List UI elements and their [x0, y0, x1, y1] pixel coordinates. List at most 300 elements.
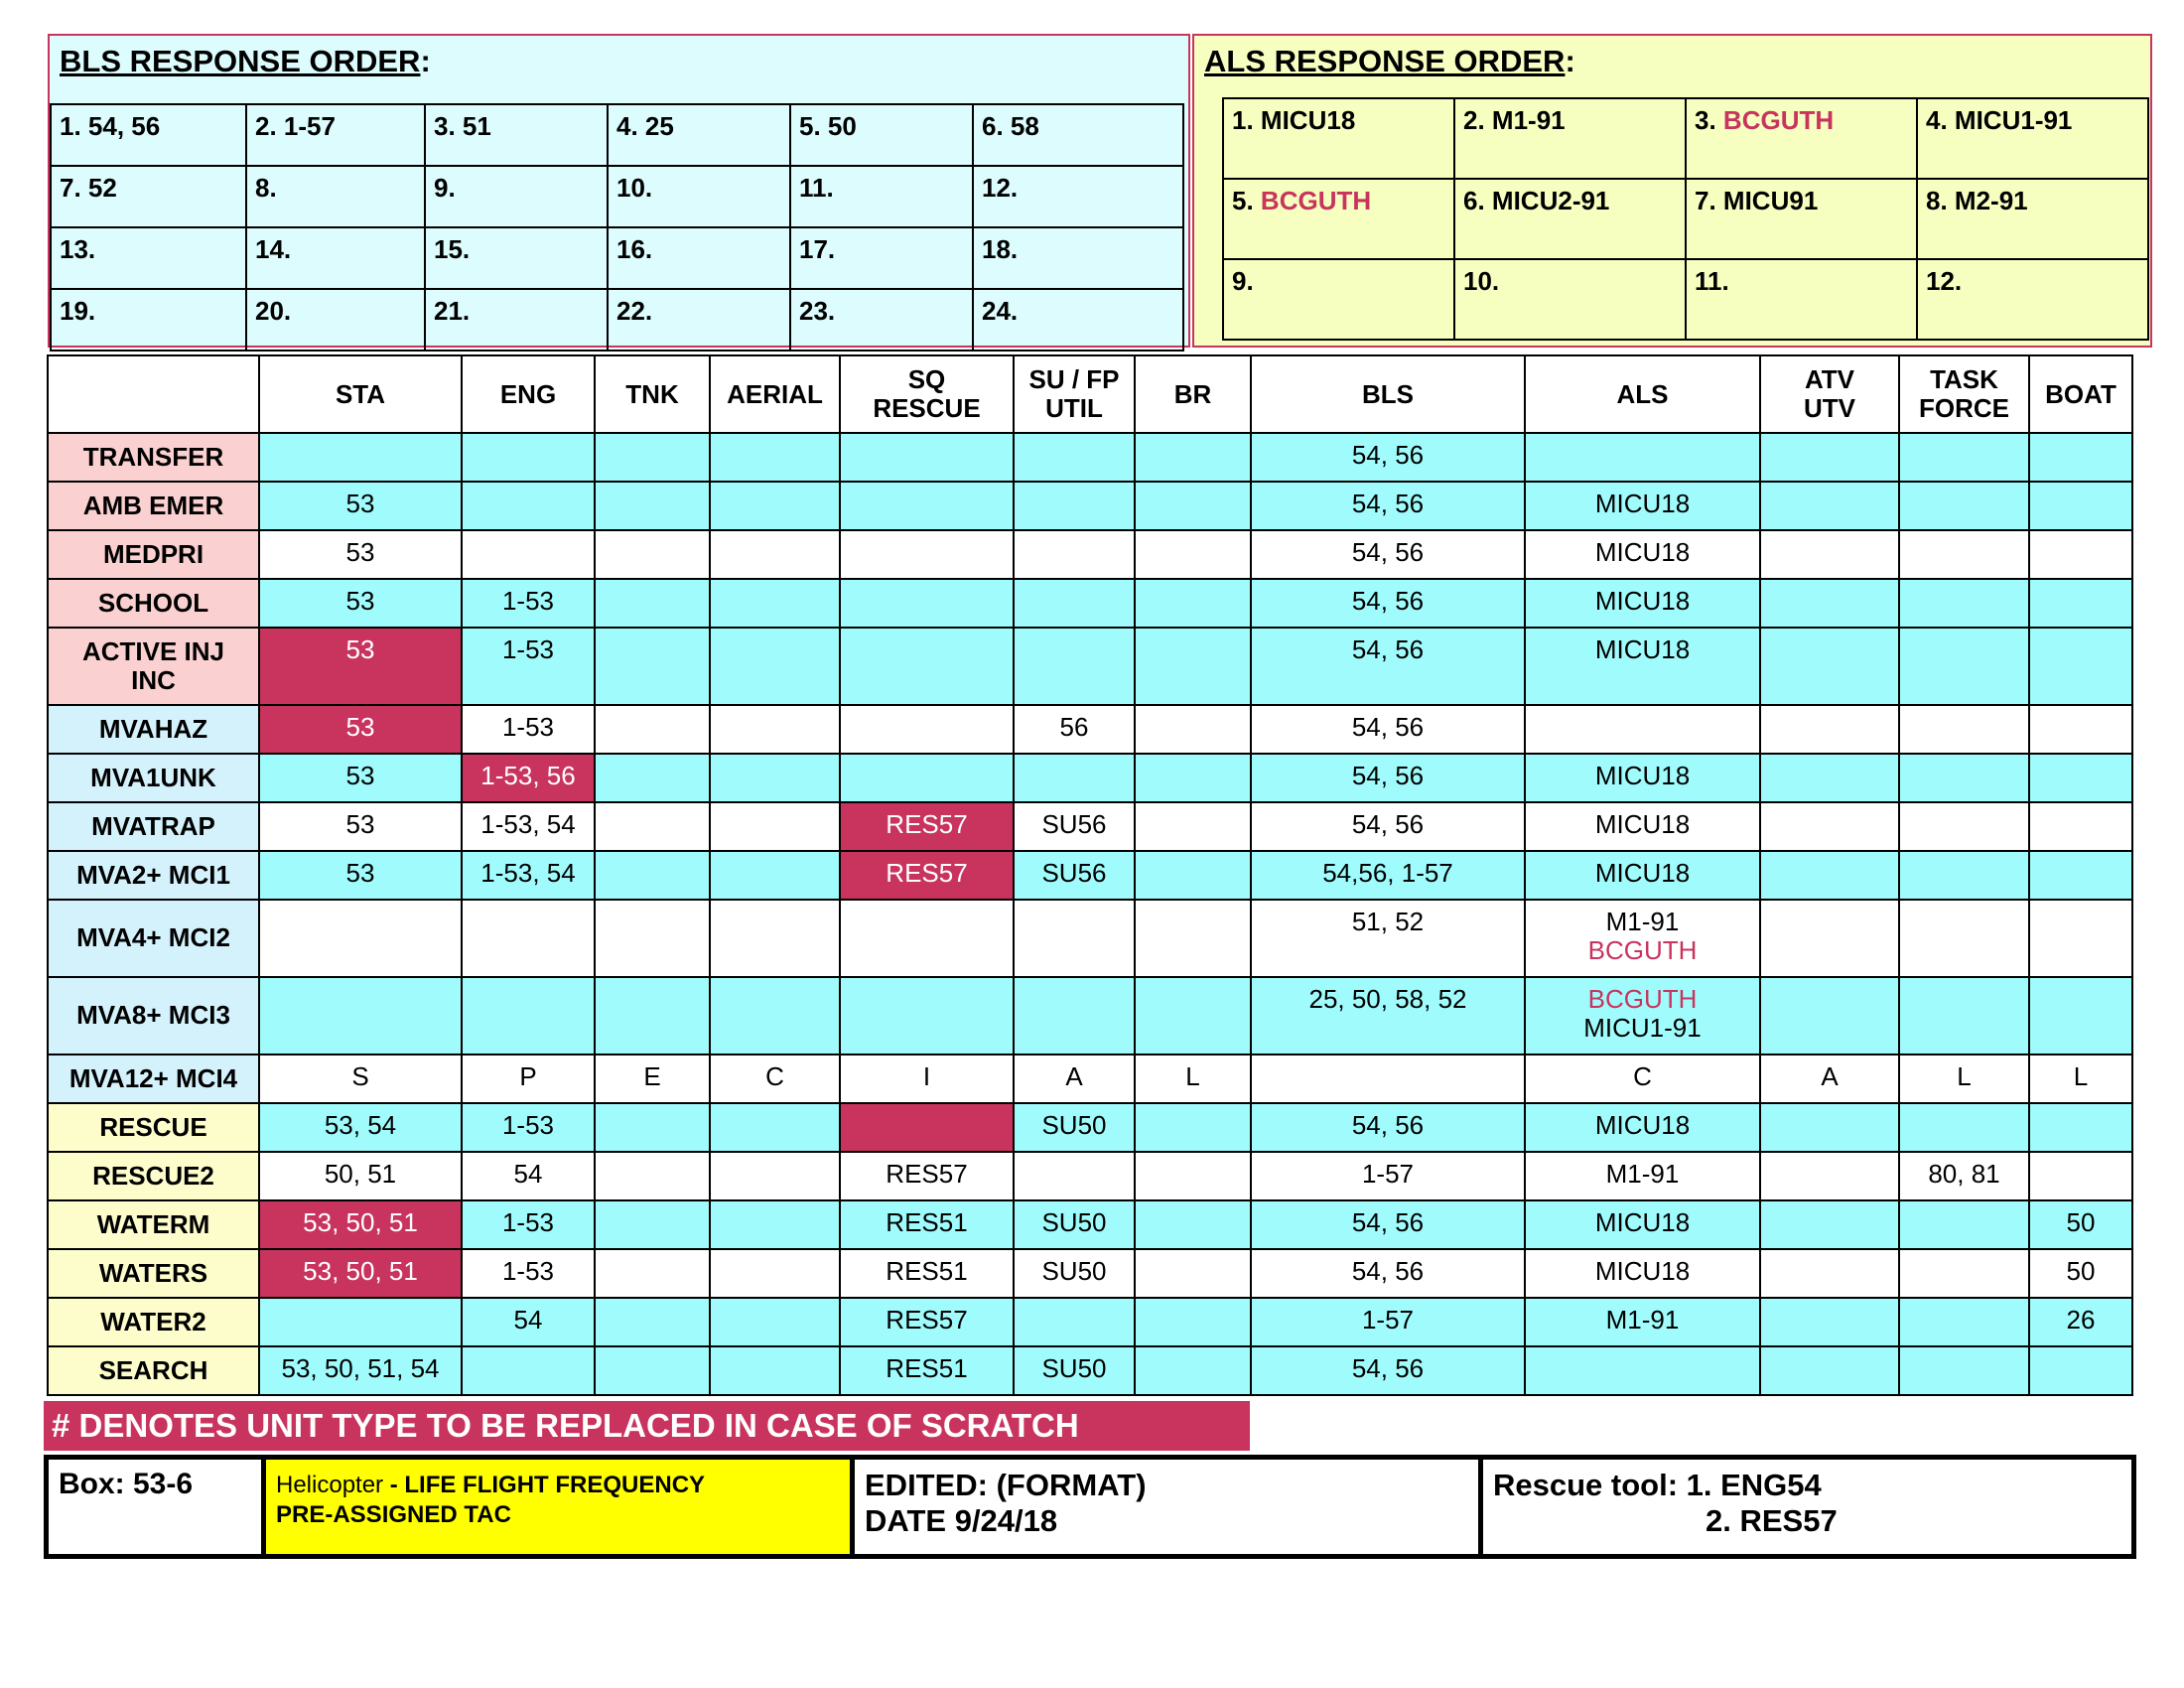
cell-br [1135, 1103, 1251, 1152]
cell-als [1525, 433, 1760, 482]
cell-sq: RES51 [840, 1346, 1014, 1395]
header-eng: ENG [462, 355, 595, 433]
edited-date: EDITED: (FORMAT) DATE 9/24/18 [855, 1460, 1483, 1554]
cell-br: L [1135, 1055, 1251, 1103]
cell-sta: 50, 51 [259, 1152, 462, 1200]
cell-eng [462, 1346, 595, 1395]
cell-boat [2029, 851, 2132, 900]
bls-order-cell: 5. 50 [790, 104, 973, 166]
cell-su [1014, 579, 1135, 628]
table-row [48, 628, 2132, 705]
cell-tf [1899, 802, 2029, 851]
cell-su: A [1014, 1055, 1135, 1103]
cell-tnk [595, 482, 710, 530]
cell-sq: RES57 [840, 1298, 1014, 1346]
header-su-fp-util: SU / FP UTIL [1014, 355, 1135, 433]
cell-als: MICU18 [1525, 851, 1760, 900]
table-row [48, 705, 2132, 754]
cell-eng: 1-53 [462, 705, 595, 754]
cell-tnk [595, 530, 710, 579]
cell-su [1014, 900, 1135, 977]
cell-br [1135, 754, 1251, 802]
helicopter-frequency: Helicopter - LIFE FLIGHT FREQUENCY PRE-ASSIGNED TAC [266, 1460, 855, 1554]
table-row [48, 1346, 2132, 1395]
cell-bls: 1-57 [1251, 1298, 1525, 1346]
table-row [48, 851, 2132, 900]
als-order-cell: 2. M1-91 [1454, 98, 1686, 179]
als-order-cell: 7. MICU91 [1686, 179, 1917, 259]
cell-als: M1-91 BCGUTH [1525, 900, 1760, 977]
bls-order-cell: 10. [608, 166, 790, 227]
header-blank [48, 355, 259, 433]
cell-sq [840, 482, 1014, 530]
cell-aerial [710, 802, 840, 851]
cell-tf [1899, 754, 2029, 802]
cell-sta: 53 [259, 530, 462, 579]
row-label: TRANSFER [48, 433, 259, 482]
cell-eng: 1-53, 54 [462, 851, 595, 900]
bls-order-cell: 19. [51, 289, 246, 351]
cell-boat [2029, 754, 2132, 802]
cell-su: 56 [1014, 705, 1135, 754]
header-tnk: TNK [595, 355, 710, 433]
row-label: MVA8+ MCI3 [48, 977, 259, 1055]
cell-tf [1899, 433, 2029, 482]
cell-bls: 54,56, 1-57 [1251, 851, 1525, 900]
cell-aerial [710, 705, 840, 754]
cell-sta: 53 [259, 851, 462, 900]
cell-als: MICU18 [1525, 482, 1760, 530]
cell-sta [259, 1298, 462, 1346]
cell-bls: 54, 56 [1251, 705, 1525, 754]
cell-boat [2029, 1103, 2132, 1152]
cell-br [1135, 1200, 1251, 1249]
cell-atv [1760, 705, 1899, 754]
cell-br [1135, 433, 1251, 482]
cell-tf [1899, 482, 2029, 530]
cell-br [1135, 851, 1251, 900]
row-label: MVA1UNK [48, 754, 259, 802]
row-label: AMB EMER [48, 482, 259, 530]
bls-order-cell: 11. [790, 166, 973, 227]
cell-als [1525, 705, 1760, 754]
table-row [48, 802, 2132, 851]
table-row [48, 482, 2132, 530]
bls-panel-title: BLS RESPONSE ORDER: [60, 44, 431, 78]
row-label: MVAHAZ [48, 705, 259, 754]
cell-su [1014, 977, 1135, 1055]
cell-tf [1899, 1346, 2029, 1395]
cell-eng [462, 433, 595, 482]
cell-sta: 53 [259, 705, 462, 754]
header-sq-rescue: SQ RESCUE [840, 355, 1014, 433]
als-order-cell: 10. [1454, 259, 1686, 340]
cell-als: MICU18 [1525, 1103, 1760, 1152]
footer-info-box [44, 1455, 2136, 1559]
header-als: ALS [1525, 355, 1760, 433]
cell-bls: 54, 56 [1251, 482, 1525, 530]
cell-boat [2029, 433, 2132, 482]
cell-boat [2029, 1152, 2132, 1200]
cell-aerial [710, 628, 840, 705]
cell-sq [840, 705, 1014, 754]
als-order-grid [1222, 97, 2149, 341]
cell-als: MICU18 [1525, 1249, 1760, 1298]
cell-boat [2029, 530, 2132, 579]
header-aerial: AERIAL [710, 355, 840, 433]
als-order-cell: 5. BCGUTH [1223, 179, 1454, 259]
cell-tnk [595, 851, 710, 900]
als-order-cell: 1. MICU18 [1223, 98, 1454, 179]
cell-tf [1899, 705, 2029, 754]
cell-als: MICU18 [1525, 1200, 1760, 1249]
als-order-cell: 8. M2-91 [1917, 179, 2148, 259]
cell-su [1014, 482, 1135, 530]
cell-atv [1760, 1249, 1899, 1298]
cell-atv [1760, 530, 1899, 579]
cell-eng: 1-53 [462, 628, 595, 705]
cell-bls: 54, 56 [1251, 628, 1525, 705]
cell-sq: RES57 [840, 1152, 1014, 1200]
bls-order-cell: 2. 1-57 [246, 104, 425, 166]
bls-order-cell: 7. 52 [51, 166, 246, 227]
als-order-cell: 6. MICU2-91 [1454, 179, 1686, 259]
cell-atv [1760, 1152, 1899, 1200]
cell-tf [1899, 628, 2029, 705]
table-row [48, 900, 2132, 977]
cell-eng [462, 482, 595, 530]
cell-aerial [710, 579, 840, 628]
bls-order-cell: 12. [973, 166, 1183, 227]
cell-als: C [1525, 1055, 1760, 1103]
cell-eng [462, 977, 595, 1055]
cell-tnk [595, 802, 710, 851]
bls-order-cell: 14. [246, 227, 425, 289]
cell-tf [1899, 579, 2029, 628]
cell-als: MICU18 [1525, 754, 1760, 802]
cell-bls: 54, 56 [1251, 1103, 1525, 1152]
cell-su: SU50 [1014, 1346, 1135, 1395]
cell-sta: 53, 54 [259, 1103, 462, 1152]
bls-order-cell: 20. [246, 289, 425, 351]
cell-bls: 54, 56 [1251, 433, 1525, 482]
bls-order-cell: 22. [608, 289, 790, 351]
header-task-force: TASK FORCE [1899, 355, 2029, 433]
cell-tf [1899, 851, 2029, 900]
cell-tnk [595, 1200, 710, 1249]
cell-aerial [710, 530, 840, 579]
cell-sta: 53, 50, 51 [259, 1249, 462, 1298]
cell-als: MICU18 [1525, 802, 1760, 851]
cell-br [1135, 802, 1251, 851]
header-boat: BOAT [2029, 355, 2132, 433]
bls-order-grid [50, 103, 1184, 352]
cell-br [1135, 628, 1251, 705]
cell-sq [840, 433, 1014, 482]
cell-atv [1760, 1346, 1899, 1395]
cell-sta [259, 433, 462, 482]
cell-aerial [710, 900, 840, 977]
cell-tnk [595, 628, 710, 705]
cell-als: M1-91 [1525, 1152, 1760, 1200]
cell-sta: 53 [259, 754, 462, 802]
cell-aerial [710, 1298, 840, 1346]
cell-br [1135, 530, 1251, 579]
box-number: Box: 53-6 [49, 1460, 266, 1554]
cell-br [1135, 482, 1251, 530]
cell-bls [1251, 1055, 1525, 1103]
cell-tnk [595, 754, 710, 802]
cell-sta [259, 977, 462, 1055]
row-label: MVA2+ MCI1 [48, 851, 259, 900]
cell-aerial [710, 1346, 840, 1395]
table-row [48, 530, 2132, 579]
cell-aerial [710, 1200, 840, 1249]
cell-eng: 1-53 [462, 1249, 595, 1298]
cell-sq [840, 530, 1014, 579]
cell-atv [1760, 482, 1899, 530]
cell-boat [2029, 977, 2132, 1055]
cell-eng: 1-53, 56 [462, 754, 595, 802]
cell-boat [2029, 802, 2132, 851]
cell-sta: 53, 50, 51 [259, 1200, 462, 1249]
cell-als: BCGUTH MICU1-91 [1525, 977, 1760, 1055]
cell-boat [2029, 705, 2132, 754]
als-panel-title: ALS RESPONSE ORDER: [1204, 44, 1575, 78]
cell-br [1135, 579, 1251, 628]
cell-tnk [595, 1298, 710, 1346]
cell-boat: 50 [2029, 1249, 2132, 1298]
als-order-cell: 9. [1223, 259, 1454, 340]
header-sta: STA [259, 355, 462, 433]
cell-aerial: C [710, 1055, 840, 1103]
cell-sta: 53 [259, 802, 462, 851]
cell-br [1135, 1298, 1251, 1346]
cell-sq [840, 1103, 1014, 1152]
cell-aerial [710, 482, 840, 530]
cell-tnk [595, 433, 710, 482]
table-row [48, 1249, 2132, 1298]
header-br: BR [1135, 355, 1251, 433]
cell-su: SU56 [1014, 802, 1135, 851]
cell-bls: 1-57 [1251, 1152, 1525, 1200]
cell-tnk: E [595, 1055, 710, 1103]
cell-atv [1760, 851, 1899, 900]
cell-su: SU56 [1014, 851, 1135, 900]
cell-eng: 1-53 [462, 1103, 595, 1152]
cell-boat [2029, 1346, 2132, 1395]
cell-tf [1899, 530, 2029, 579]
bls-order-cell: 3. 51 [425, 104, 608, 166]
bls-order-cell: 8. [246, 166, 425, 227]
cell-br [1135, 977, 1251, 1055]
cell-sq: RES51 [840, 1200, 1014, 1249]
response-matrix-table [47, 354, 2133, 1396]
cell-sq: I [840, 1055, 1014, 1103]
bls-order-cell: 18. [973, 227, 1183, 289]
cell-boat [2029, 579, 2132, 628]
cell-aerial [710, 1152, 840, 1200]
cell-bls: 54, 56 [1251, 802, 1525, 851]
cell-su [1014, 1298, 1135, 1346]
cell-aerial [710, 754, 840, 802]
cell-sq [840, 900, 1014, 977]
header-bls: BLS [1251, 355, 1525, 433]
cell-als: MICU18 [1525, 628, 1760, 705]
cell-atv [1760, 628, 1899, 705]
cell-sq: RES57 [840, 851, 1014, 900]
cell-sq [840, 579, 1014, 628]
bls-order-cell: 15. [425, 227, 608, 289]
cell-tnk [595, 1103, 710, 1152]
cell-sq: RES51 [840, 1249, 1014, 1298]
cell-tf [1899, 977, 2029, 1055]
cell-eng: 1-53 [462, 579, 595, 628]
cell-tf [1899, 900, 2029, 977]
cell-eng: 54 [462, 1152, 595, 1200]
cell-aerial [710, 433, 840, 482]
cell-atv [1760, 802, 1899, 851]
cell-bls: 54, 56 [1251, 1346, 1525, 1395]
row-label: MVA12+ MCI4 [48, 1055, 259, 1103]
cell-bls: 25, 50, 58, 52 [1251, 977, 1525, 1055]
bls-order-cell: 23. [790, 289, 973, 351]
cell-sta [259, 900, 462, 977]
cell-tnk [595, 900, 710, 977]
cell-atv [1760, 977, 1899, 1055]
bls-order-cell: 6. 58 [973, 104, 1183, 166]
cell-boat: 50 [2029, 1200, 2132, 1249]
row-label: SCHOOL [48, 579, 259, 628]
als-order-cell: 12. [1917, 259, 2148, 340]
cell-aerial [710, 977, 840, 1055]
cell-bls: 54, 56 [1251, 579, 1525, 628]
scratch-note-banner: # DENOTES UNIT TYPE TO BE REPLACED IN CASE OF SCRATCH [44, 1401, 1250, 1451]
bls-order-cell: 16. [608, 227, 790, 289]
cell-tf: L [1899, 1055, 2029, 1103]
cell-sq: RES57 [840, 802, 1014, 851]
row-label: SEARCH [48, 1346, 259, 1395]
cell-boat [2029, 482, 2132, 530]
cell-aerial [710, 851, 840, 900]
table-row [48, 1055, 2132, 1103]
cell-br [1135, 900, 1251, 977]
cell-als: M1-91 [1525, 1298, 1760, 1346]
als-order-cell: 11. [1686, 259, 1917, 340]
table-row [48, 1200, 2132, 1249]
bls-order-cell: 4. 25 [608, 104, 790, 166]
cell-atv [1760, 754, 1899, 802]
row-label: MVATRAP [48, 802, 259, 851]
row-label: WATERM [48, 1200, 259, 1249]
table-row [48, 1298, 2132, 1346]
bls-response-order-panel [48, 34, 1190, 348]
cell-su [1014, 754, 1135, 802]
header-atv-utv: ATV UTV [1760, 355, 1899, 433]
bls-order-cell: 17. [790, 227, 973, 289]
cell-bls: 54, 56 [1251, 1200, 1525, 1249]
cell-aerial [710, 1103, 840, 1152]
table-row [48, 433, 2132, 482]
row-label: WATERS [48, 1249, 259, 1298]
cell-br [1135, 1152, 1251, 1200]
cell-atv [1760, 900, 1899, 977]
cell-bls: 54, 56 [1251, 754, 1525, 802]
cell-atv [1760, 1103, 1899, 1152]
cell-eng [462, 900, 595, 977]
cell-sq [840, 628, 1014, 705]
row-label: RESCUE2 [48, 1152, 259, 1200]
cell-sta: S [259, 1055, 462, 1103]
table-header-row [48, 355, 2132, 433]
cell-als: MICU18 [1525, 530, 1760, 579]
cell-tnk [595, 1152, 710, 1200]
cell-atv: A [1760, 1055, 1899, 1103]
cell-atv [1760, 1298, 1899, 1346]
bls-order-cell: 24. [973, 289, 1183, 351]
cell-br [1135, 705, 1251, 754]
cell-bls: 51, 52 [1251, 900, 1525, 977]
cell-boat [2029, 900, 2132, 977]
cell-atv [1760, 1200, 1899, 1249]
cell-sq [840, 977, 1014, 1055]
cell-sq [840, 754, 1014, 802]
cell-sta: 53 [259, 482, 462, 530]
bls-order-cell: 13. [51, 227, 246, 289]
cell-atv [1760, 433, 1899, 482]
bls-order-cell: 1. 54, 56 [51, 104, 246, 166]
cell-br [1135, 1346, 1251, 1395]
cell-su: SU50 [1014, 1103, 1135, 1152]
cell-br [1135, 1249, 1251, 1298]
cell-eng: P [462, 1055, 595, 1103]
cell-eng: 1-53 [462, 1200, 595, 1249]
cell-su [1014, 433, 1135, 482]
cell-sta: 53 [259, 579, 462, 628]
cell-bls: 54, 56 [1251, 1249, 1525, 1298]
als-order-cell: 3. BCGUTH [1686, 98, 1917, 179]
cell-als [1525, 1346, 1760, 1395]
als-order-cell: 4. MICU1-91 [1917, 98, 2148, 179]
bls-order-cell: 21. [425, 289, 608, 351]
cell-tnk [595, 1346, 710, 1395]
rescue-tool-list: Rescue tool: 1. ENG54 2. RES57 [1493, 1468, 1838, 1538]
table-row [48, 1103, 2132, 1152]
cell-tnk [595, 1249, 710, 1298]
row-label: MEDPRI [48, 530, 259, 579]
cell-su: SU50 [1014, 1200, 1135, 1249]
cell-tf [1899, 1103, 2029, 1152]
cell-tf [1899, 1298, 2029, 1346]
cell-eng: 54 [462, 1298, 595, 1346]
cell-tf: 80, 81 [1899, 1152, 2029, 1200]
cell-su [1014, 530, 1135, 579]
table-row [48, 1152, 2132, 1200]
table-row [48, 754, 2132, 802]
cell-eng [462, 530, 595, 579]
cell-tf [1899, 1249, 2029, 1298]
cell-sta: 53 [259, 628, 462, 705]
row-label: WATER2 [48, 1298, 259, 1346]
cell-bls: 54, 56 [1251, 530, 1525, 579]
row-label: ACTIVE INJ INC [48, 628, 259, 705]
cell-atv [1760, 579, 1899, 628]
row-label: RESCUE [48, 1103, 259, 1152]
cell-boat: 26 [2029, 1298, 2132, 1346]
cell-su: SU50 [1014, 1249, 1135, 1298]
cell-boat: L [2029, 1055, 2132, 1103]
als-response-order-panel [1192, 34, 2152, 348]
